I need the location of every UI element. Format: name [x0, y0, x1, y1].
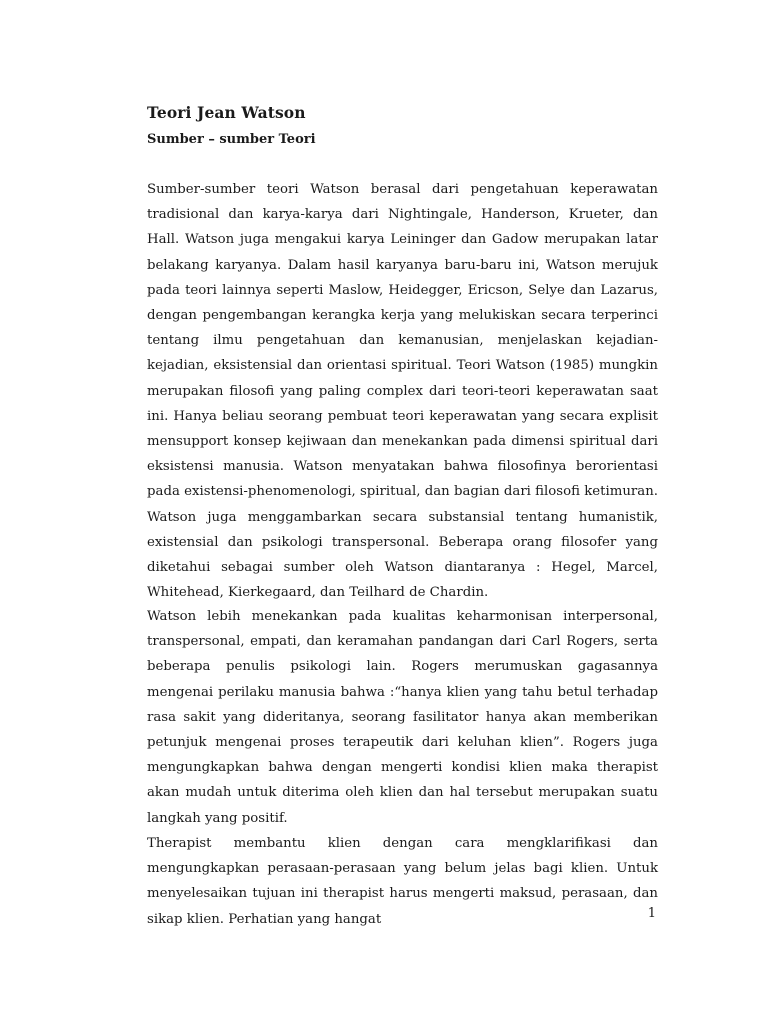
paragraph-sources: Sumber-sumber teori Watson berasal dari pengetahuan keperawatan tradisional dan karya-karya dari Nightingale, Handerson, Krueter, dan Hall. Watson juga mengakui karya Leininger dan Gadow merupakan latar belakang karyanya. Dalam hasil karyanya baru-baru ini, Watson merujuk pada teori lainnya seperti Maslow, Heidegger, Ericson, Selye dan Lazarus, dengan pengembangan kerangka kerja yang melukiskan secara terperinci tentang ilmu pengetahuan dan kemanusian, menjelaskan kejadian-kejadian, eksistensial dan orientasi spiritual. Teori Watson (1985) mungkin merupakan filosofi yang paling complex dari teori-teori keperawatan saat ini. Hanya beliau seorang pembuat teori keperawatan yang secara explisit mensupport konsep kejiwaan dan menekankan pada dimensi spiritual dari eksistensi manusia. Watson menyatakan bahwa filosofinya berorientasi pada existensi-phenomenologi, spiritual, dan bagian dari filosofi ketimuran. Watson juga menggambarkan secara substansial tentang humanistik, existensial dan psikologi transpersonal. Beberapa orang filosofer yang diketahui sebagai sumber oleh Watson diantaranya : Hegel, Marcel, Whitehead, Kierkegaard, dan Teilhard de Chardin. [147, 182, 658, 601]
section-heading: Sumber – sumber Teori [147, 132, 316, 147]
paragraph-rogers: Watson lebih menekankan pada kualitas keharmonisan interpersonal, transpersonal, empati, dan keramahan pandangan dari Carl Rogers, serta beberapa penulis psikologi lain. Rogers merumuskan gagasannya mengenai perilaku manusia bahwa :“hanya klien yang tahu betul terhadap rasa sakit yang dideritanya, seorang fasilitator hanya akan memberikan petunjuk mengenai proses terapeutik dari keluhan klien”. Rogers juga mengungkapkan bahwa dengan mengerti kondisi klien maka therapist akan mudah untuk diterima oleh klien dan hal tersebut merupakan suatu langkah yang positif. [147, 609, 658, 826]
paragraph-therapist: Therapist membantu klien dengan cara mengklarifikasi dan mengungkapkan perasaan-perasaan yang belum jelas bagi klien. Untuk menyelesaikan tujuan ini therapist harus mengerti maksud, perasaan, dan sikap klien. Perhatian yang hangat [147, 836, 658, 927]
document-title: Teori Jean Watson [147, 103, 306, 122]
page-number: 1 [647, 906, 656, 921]
